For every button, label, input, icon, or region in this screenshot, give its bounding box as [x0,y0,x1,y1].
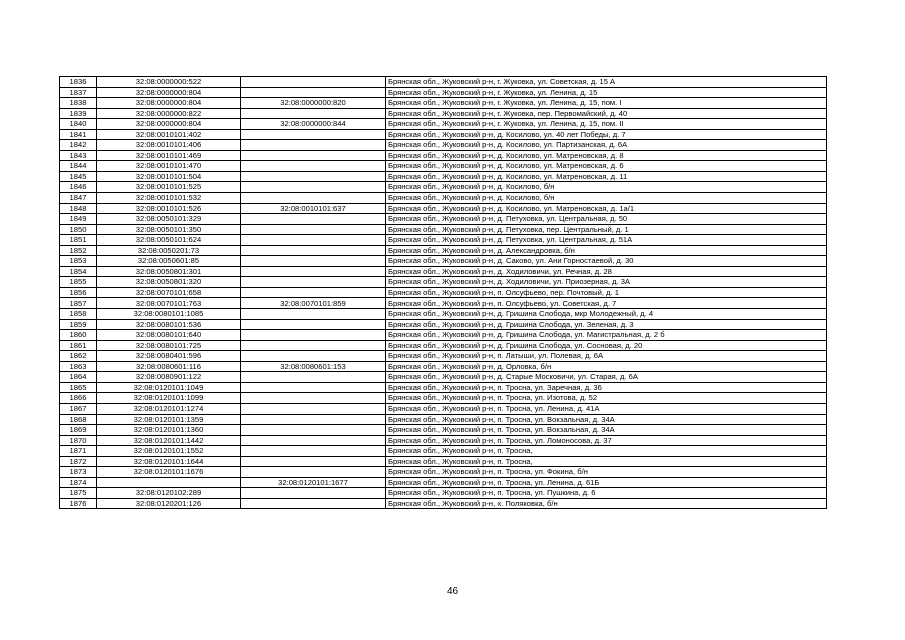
row-number-cell: 1872 [60,456,97,467]
address-cell: Брянская обл., Жуковский р-н, д. Александровка, б/н [386,245,827,256]
row-number-cell: 1871 [60,446,97,457]
row-number-cell: 1861 [60,340,97,351]
related-cadastral-number-cell: 32:08:0120101:1677 [241,477,386,488]
table-row [60,446,827,457]
address-cell: Брянская обл., Жуковский р-н, д. Косилово, б/н [386,182,827,193]
address-cell: Брянская обл., Жуковский р-н, п. Тросна, ул. Пушкина, д. 6 [386,488,827,499]
cadastral-number-cell: 32:08:0120101:1644 [97,456,241,467]
address-cell: Брянская обл., Жуковский р-н, д. Косилово, ул. Матреновская, д. 8 [386,150,827,161]
related-cadastral-number-cell [241,193,386,204]
address-cell: Брянская обл., Жуковский р-н, д. Косилово, ул. 40 лет Победы, д. 7 [386,129,827,140]
row-number-cell: 1853 [60,256,97,267]
row-number-cell: 1873 [60,467,97,478]
cadastral-number-cell: 32:08:0050801:301 [97,266,241,277]
table-row [60,140,827,151]
related-cadastral-number-cell [241,498,386,509]
related-cadastral-number-cell [241,425,386,436]
registry-table-body [60,77,827,509]
address-cell: Брянская обл., Жуковский р-н, д. Гришина Слобода, ул. Зеленая, д. 3 [386,319,827,330]
row-number-cell: 1858 [60,309,97,320]
related-cadastral-number-cell [241,488,386,499]
table-row [60,488,827,499]
address-cell: Брянская обл., Жуковский р-н, п. Олсуфьево, ул. Советская, д. 7 [386,298,827,309]
related-cadastral-number-cell [241,351,386,362]
table-row [60,456,827,467]
row-number-cell: 1862 [60,351,97,362]
address-cell: Брянская обл., Жуковский р-н, г. Жуковка, ул. Ленина, д. 15, пом. II [386,119,827,130]
cadastral-number-cell: 32:08:0050101:329 [97,214,241,225]
table-row [60,235,827,246]
related-cadastral-number-cell [241,87,386,98]
related-cadastral-number-cell [241,340,386,351]
table-row [60,403,827,414]
row-number-cell: 1852 [60,245,97,256]
table-row [60,372,827,383]
row-number-cell: 1847 [60,193,97,204]
table-row [60,266,827,277]
address-cell: Брянская обл., Жуковский р-н, д. Петуховка, ул. Центральная, д. 51А [386,235,827,246]
table-row [60,245,827,256]
address-cell: Брянская обл., Жуковский р-н, п. Тросна, [386,446,827,457]
related-cadastral-number-cell [241,108,386,119]
cadastral-number-cell: 32:08:0050101:350 [97,224,241,235]
address-cell: Брянская обл., Жуковский р-н, г. Жуковка, ул. Ленина, д. 15, пом. I [386,98,827,109]
table-row [60,287,827,298]
address-cell: Брянская обл., Жуковский р-н, п. Тросна, ул. Изотова, д. 52 [386,393,827,404]
table-row [60,340,827,351]
related-cadastral-number-cell [241,171,386,182]
table-row [60,414,827,425]
address-cell: Брянская обл., Жуковский р-н, д. Косилово, ул. Матреновская, д. 6 [386,161,827,172]
cadastral-number-cell: 32:08:0050101:624 [97,235,241,246]
cadastral-number-cell: 32:08:0050601:85 [97,256,241,267]
related-cadastral-number-cell: 32:08:0000000:844 [241,119,386,130]
related-cadastral-number-cell: 32:08:0010101:637 [241,203,386,214]
row-number-cell: 1844 [60,161,97,172]
cadastral-number-cell: 32:08:0120101:1676 [97,467,241,478]
address-cell: Брянская обл., Жуковский р-н, п. Тросна, [386,456,827,467]
row-number-cell: 1854 [60,266,97,277]
table-row [60,129,827,140]
row-number-cell: 1843 [60,150,97,161]
address-cell: Брянская обл., Жуковский р-н, д. Петуховка, пер. Центральный, д. 1 [386,224,827,235]
related-cadastral-number-cell [241,435,386,446]
cadastral-number-cell: 32:08:0010101:469 [97,150,241,161]
table-row [60,330,827,341]
table-row [60,87,827,98]
row-number-cell: 1842 [60,140,97,151]
address-cell: Брянская обл., Жуковский р-н, д. Ходиловичи, ул. Речная, д. 28 [386,266,827,277]
address-cell: Брянская обл., Жуковский р-н, д. Петуховка, ул. Центральная, д. 50 [386,214,827,225]
cadastral-number-cell: 32:08:0010101:402 [97,129,241,140]
address-cell: Брянская обл., Жуковский р-н, д. Старые Московичи, ул. Старая, д. 6А [386,372,827,383]
cadastral-number-cell: 32:08:0000000:804 [97,87,241,98]
cadastral-number-cell: 32:08:0070101:763 [97,298,241,309]
table-row [60,351,827,362]
related-cadastral-number-cell [241,414,386,425]
table-row [60,382,827,393]
table-row [60,435,827,446]
address-cell: Брянская обл., Жуковский р-н, д. Косилово, ул. Матреновская, д. 11 [386,171,827,182]
address-cell: Брянская обл., Жуковский р-н, д. Саково, ул. Ани Горностаевой, д. 30 [386,256,827,267]
cadastral-number-cell: 32:08:0080901:122 [97,372,241,383]
address-cell: Брянская обл., Жуковский р-н, п. Тросна, ул. Ленина, д. 61Б [386,477,827,488]
related-cadastral-number-cell [241,140,386,151]
table-row [60,161,827,172]
table-row [60,498,827,509]
cadastral-number-cell: 32:08:0080401:596 [97,351,241,362]
table-row [60,150,827,161]
related-cadastral-number-cell: 32:08:0000000:820 [241,98,386,109]
row-number-cell: 1846 [60,182,97,193]
cadastral-number-cell: 32:08:0080101:640 [97,330,241,341]
row-number-cell: 1860 [60,330,97,341]
cadastral-number-cell: 32:08:0000000:804 [97,119,241,130]
address-cell: Брянская обл., Жуковский р-н, г. Жуковка, ул. Советская, д. 15 А [386,77,827,88]
table-row [60,298,827,309]
cadastral-number-cell: 32:08:0080101:725 [97,340,241,351]
page-number: 46 [446,586,459,597]
cadastral-number-cell: 32:08:0120101:1274 [97,403,241,414]
cadastral-number-cell: 32:08:0120101:1049 [97,382,241,393]
row-number-cell: 1851 [60,235,97,246]
row-number-cell: 1868 [60,414,97,425]
address-cell: Брянская обл., Жуковский р-н, х. Поляковка, б/н [386,498,827,509]
related-cadastral-number-cell [241,224,386,235]
address-cell: Брянская обл., Жуковский р-н, п. Тросна, ул. Вокзальная, д. 34А [386,425,827,436]
table-row [60,477,827,488]
related-cadastral-number-cell [241,403,386,414]
address-cell: Брянская обл., Жуковский р-н, д. Орловка, б/н [386,361,827,372]
cadastral-number-cell: 32:08:0120101:1359 [97,414,241,425]
cadastral-number-cell: 32:08:0010101:526 [97,203,241,214]
table-row [60,214,827,225]
address-cell: Брянская обл., Жуковский р-н, п. Тросна, ул. Заречная, д. 36 [386,382,827,393]
related-cadastral-number-cell [241,214,386,225]
related-cadastral-number-cell [241,287,386,298]
related-cadastral-number-cell [241,129,386,140]
related-cadastral-number-cell: 32:08:0070101:859 [241,298,386,309]
cadastral-number-cell: 32:08:0010101:470 [97,161,241,172]
cadastral-number-cell: 32:08:0120101:1099 [97,393,241,404]
related-cadastral-number-cell [241,446,386,457]
row-number-cell: 1849 [60,214,97,225]
cadastral-number-cell: 32:08:0050201:73 [97,245,241,256]
cadastral-number-cell: 32:08:0010101:532 [97,193,241,204]
related-cadastral-number-cell [241,456,386,467]
related-cadastral-number-cell [241,319,386,330]
table-row [60,425,827,436]
table-row [60,309,827,320]
table-row [60,256,827,267]
row-number-cell: 1848 [60,203,97,214]
row-number-cell: 1836 [60,77,97,88]
row-number-cell: 1865 [60,382,97,393]
cadastral-number-cell: 32:08:0080101:536 [97,319,241,330]
table-row [60,108,827,119]
table-row [60,467,827,478]
table-row [60,277,827,288]
related-cadastral-number-cell [241,266,386,277]
table-row [60,98,827,109]
related-cadastral-number-cell [241,382,386,393]
row-number-cell: 1840 [60,119,97,130]
table-row [60,193,827,204]
address-cell: Брянская обл., Жуковский р-н, д. Гришина Слобода, мкр Молодежный, д. 4 [386,309,827,320]
row-number-cell: 1839 [60,108,97,119]
address-cell: Брянская обл., Жуковский р-н, г. Жуковка, ул. Ленина, д. 15 [386,87,827,98]
address-cell: Брянская обл., Жуковский р-н, г. Жуковка, пер. Первомайский, д. 40 [386,108,827,119]
row-number-cell: 1875 [60,488,97,499]
cadastral-number-cell: 32:08:0120201:126 [97,498,241,509]
cadastral-number-cell [97,477,241,488]
row-number-cell: 1864 [60,372,97,383]
related-cadastral-number-cell [241,277,386,288]
row-number-cell: 1874 [60,477,97,488]
row-number-cell: 1857 [60,298,97,309]
address-cell: Брянская обл., Жуковский р-н, д. Косилово, ул. Партизанская, д. 6А [386,140,827,151]
cadastral-number-cell: 32:08:0010101:406 [97,140,241,151]
cadastral-number-cell: 32:08:0120101:1442 [97,435,241,446]
address-cell: Брянская обл., Жуковский р-н, п. Тросна, ул. Ломоносова, д. 37 [386,435,827,446]
address-cell: Брянская обл., Жуковский р-н, д. Ходиловичи, ул. Приозерная, д. 3А [386,277,827,288]
table-row [60,319,827,330]
row-number-cell: 1855 [60,277,97,288]
row-number-cell: 1867 [60,403,97,414]
address-cell: Брянская обл., Жуковский р-н, п. Олсуфьево, пер. Почтовый, д. 1 [386,287,827,298]
address-cell: Брянская обл., Жуковский р-н, п. Тросна, ул. Вокзальная, д. 34А [386,414,827,425]
cadastral-number-cell: 32:08:0050801:320 [97,277,241,288]
address-cell: Брянская обл., Жуковский р-н, п. Тросна, ул. Ленина, д. 41А [386,403,827,414]
row-number-cell: 1837 [60,87,97,98]
address-cell: Брянская обл., Жуковский р-н, д. Косилово, ул. Матреновская, д. 1а/1 [386,203,827,214]
row-number-cell: 1870 [60,435,97,446]
row-number-cell: 1845 [60,171,97,182]
table-row [60,119,827,130]
related-cadastral-number-cell [241,372,386,383]
related-cadastral-number-cell [241,161,386,172]
related-cadastral-number-cell [241,182,386,193]
address-cell: Брянская обл., Жуковский р-н, п. Тросна, ул. Фокина, б/н [386,467,827,478]
registry-table [59,76,827,509]
cadastral-number-cell: 32:08:0080601:116 [97,361,241,372]
cadastral-number-cell: 32:08:0000000:822 [97,108,241,119]
address-cell: Брянская обл., Жуковский р-н, п. Латыши, ул. Полевая, д. 6А [386,351,827,362]
table-row [60,203,827,214]
related-cadastral-number-cell [241,467,386,478]
row-number-cell: 1856 [60,287,97,298]
cadastral-number-cell: 32:08:0000000:522 [97,77,241,88]
related-cadastral-number-cell [241,150,386,161]
row-number-cell: 1841 [60,129,97,140]
table-row [60,171,827,182]
related-cadastral-number-cell [241,77,386,88]
row-number-cell: 1863 [60,361,97,372]
row-number-cell: 1859 [60,319,97,330]
table-row [60,77,827,88]
cadastral-number-cell: 32:08:0120102:289 [97,488,241,499]
row-number-cell: 1876 [60,498,97,509]
cadastral-number-cell: 32:08:0010101:504 [97,171,241,182]
address-cell: Брянская обл., Жуковский р-н, д. Гришина Слобода, ул. Сосновая, д. 20 [386,340,827,351]
row-number-cell: 1869 [60,425,97,436]
related-cadastral-number-cell [241,309,386,320]
related-cadastral-number-cell: 32:08:0080601:153 [241,361,386,372]
related-cadastral-number-cell [241,393,386,404]
table-row [60,393,827,404]
row-number-cell: 1866 [60,393,97,404]
address-cell: Брянская обл., Жуковский р-н, д. Гришина Слобода, ул. Магистральная, д. 2 б [386,330,827,341]
row-number-cell: 1850 [60,224,97,235]
cadastral-number-cell: 32:08:0000000:804 [97,98,241,109]
cadastral-number-cell: 32:08:0010101:525 [97,182,241,193]
table-row [60,182,827,193]
cadastral-number-cell: 32:08:0120101:1552 [97,446,241,457]
related-cadastral-number-cell [241,330,386,341]
table-row [60,361,827,372]
table-row [60,224,827,235]
address-cell: Брянская обл., Жуковский р-н, д. Косилово, б/н [386,193,827,204]
row-number-cell: 1838 [60,98,97,109]
cadastral-number-cell: 32:08:0070101:658 [97,287,241,298]
related-cadastral-number-cell [241,245,386,256]
cadastral-number-cell: 32:08:0120101:1360 [97,425,241,436]
related-cadastral-number-cell [241,256,386,267]
cadastral-number-cell: 32:08:0080101:1085 [97,309,241,320]
related-cadastral-number-cell [241,235,386,246]
